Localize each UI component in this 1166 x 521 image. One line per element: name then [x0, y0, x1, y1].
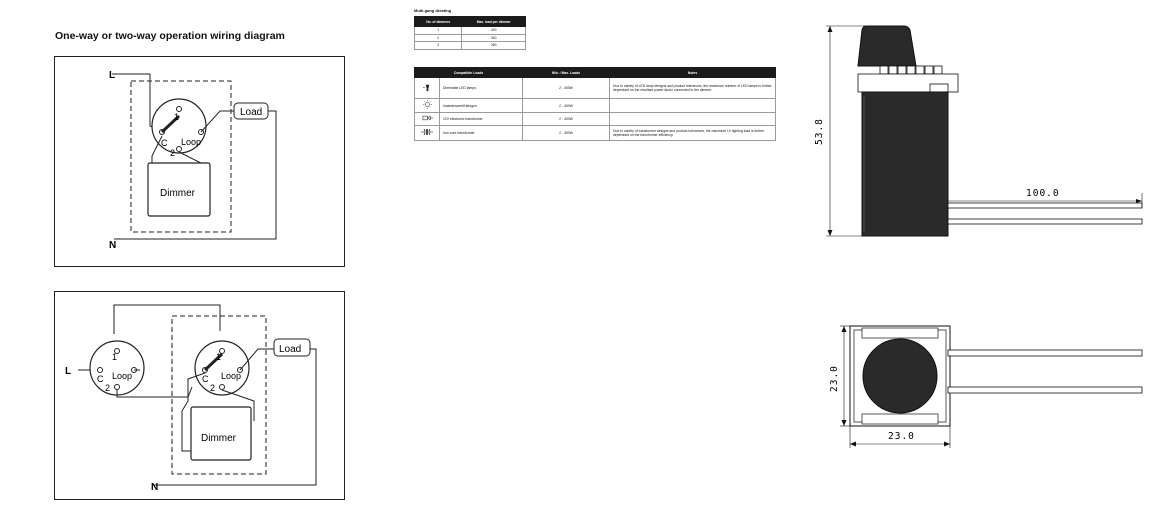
- live-label: L: [65, 366, 72, 377]
- load-notes: Due to variety of LED lamp designs and product tolerances, the maximum number of LED lamps is further dependant on the resultant power factor connected to the dimmer.: [610, 78, 776, 99]
- derating-header-max-load: Max. load per dimmer: [462, 17, 526, 27]
- load-range: 2 - 300W: [523, 126, 610, 141]
- load-name: Dimmable LED lamps: [440, 78, 523, 99]
- lead-wire: [948, 203, 1142, 208]
- dimmer-body: [862, 92, 948, 236]
- dimmer-knob-top: [863, 339, 937, 413]
- switch-a-terminal-c-label: C: [97, 374, 104, 384]
- load-range: 2 - 400W: [523, 78, 610, 99]
- terminal-1-label: 1: [174, 112, 180, 122]
- terminal-c-label: C: [161, 138, 168, 148]
- loads-header-notes: Notes: [610, 68, 776, 78]
- load-notes: Due to variety of transformer designs and product tolerances, the maximum LV lighting load is further dependant on the transformer efficiency.: [610, 126, 776, 141]
- side-view-dimension-drawing: [790, 18, 1160, 243]
- cell: 280: [462, 42, 526, 50]
- switch-b-terminal-1-label: 1: [216, 352, 222, 362]
- load-range: 2 - 400W: [523, 113, 610, 126]
- derating-title: Multi-gang derating: [414, 8, 452, 13]
- derating-header-dimmers: No. of dimmers: [415, 17, 462, 27]
- table-row: [415, 78, 776, 99]
- dimmer-label: Dimmer: [201, 433, 236, 444]
- table-row: [415, 27, 526, 35]
- live-label: L: [109, 70, 116, 81]
- load-name: Iron core transformer: [440, 126, 523, 141]
- table-row: [415, 99, 776, 113]
- neutral-label: N: [151, 482, 159, 493]
- switch-b-terminal-block: [195, 341, 249, 395]
- loads-header-range: Min. / Max. Loads: [523, 68, 610, 78]
- load-label: Load: [279, 344, 302, 355]
- table-row: [415, 42, 526, 50]
- table-row: [415, 34, 526, 42]
- table-row: [415, 113, 776, 126]
- wiring-diagram-title: One-way or two-way operation wiring diagram: [55, 30, 285, 42]
- dimmer-label: Dimmer: [160, 188, 195, 199]
- cell: 1: [415, 27, 462, 35]
- front-view-dimension-drawing: [810, 318, 1160, 458]
- lead-wire: [948, 219, 1142, 224]
- neutral-label: N: [109, 240, 117, 251]
- switch-b-terminal-2-label: 2: [210, 383, 216, 393]
- switch-a-terminal-2-label: 2: [105, 383, 111, 393]
- electronic-transformer-icon: [415, 113, 440, 126]
- iron-core-transformer-icon: [415, 126, 440, 141]
- load-notes: [610, 113, 776, 126]
- switch-b-terminal-c-label: C: [202, 374, 209, 384]
- lead-wire: [948, 350, 1142, 356]
- table-row: [415, 126, 776, 141]
- cell: 3: [415, 42, 462, 50]
- lead-wire: [948, 387, 1142, 393]
- switch-a-terminal-block: [90, 341, 144, 395]
- body-height-dimension-label: 23.0: [829, 365, 840, 392]
- one-way-wiring-diagram: [54, 56, 346, 268]
- loads-header-compatible: Compatible Loads: [415, 68, 523, 78]
- load-range: 2 - 400W: [523, 99, 610, 113]
- height-dimension-label: 53.8: [814, 118, 825, 145]
- dimmer-knob: [858, 26, 916, 66]
- load-name: 12V electronic transformer: [440, 113, 523, 126]
- cell: 2: [415, 34, 462, 42]
- switch-b-terminal-loop-label: Loop: [221, 371, 242, 381]
- load-name: Incandescent/Halogen: [440, 99, 523, 113]
- incandescent-icon: [415, 99, 440, 113]
- two-way-wiring-diagram: [54, 291, 346, 501]
- terminal-2-label: 2: [170, 148, 176, 158]
- switch-a-terminal-loop-label: Loop: [112, 371, 133, 381]
- derating-table: [414, 16, 526, 50]
- cell: 340: [462, 34, 526, 42]
- switch-a-terminal-1-label: 1: [112, 352, 118, 362]
- load-label: Load: [240, 107, 263, 118]
- body-width-dimension-label: 23.0: [888, 431, 915, 442]
- compatible-loads-table: [414, 67, 776, 141]
- load-notes: [610, 99, 776, 113]
- cell: 400: [462, 27, 526, 35]
- led-lamp-icon: [415, 78, 440, 99]
- terminal-loop-label: Loop: [181, 137, 202, 147]
- lead-length-dimension-label: 100.0: [1026, 188, 1060, 199]
